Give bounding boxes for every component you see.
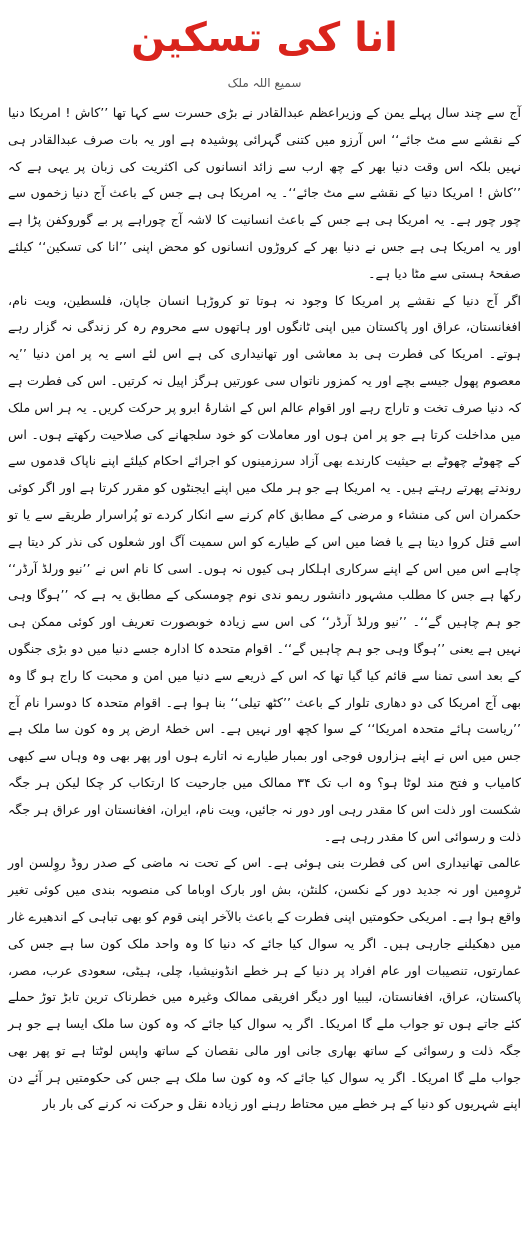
paragraph: اگر آج دنیا کے نقشے پر امریکا کا وجود نہ ہوتا تو کروڑہا انسان جاپان، فلسطین، ویت نام، افغانستان، عراق اور پاکستان میں اپنی ٹانگوں اور ہاتھوں سے محروم رہ کر زندگی نہ گزار رہے ہوتے۔ امریکا کی فطرت ہی بد معاشی اور تھانیداری کی ہے اس لئے اسے یہ پر امن دنیا ’’یہ معصوم پھول جیسے بچے اور یہ کمزور ناتواں سی عورتیں ہرگز اپیل نہ کرتیں۔ اس کی فطرت ہے کہ دنیا صرف تخت و تاراج رہے اور اقوام عالم اس کے اشارۂ ابرو پر حرکت کریں۔ یہ ہر اس ملک میں مداخلت کرتا ہے جو پر امن ہوں اور معاملات کو خود سلجھانے کی صلاحیت رکھتے ہوں۔ اس کے چھوٹے چھوٹے بے حیثیت کارندے بھی آزاد سرزمینوں کو اجرائے احکام کیلئے اپنے ناپاک قدموں سے روندتے پھرتے رہتے ہیں۔ یہ امریکا ہے جو ہر ملک میں اپنے ایجنٹوں کو مقرر کرتا ہے اور اگر کوئی حکمران اس کی منشاء و مرضی کے مطابق کام کرنے سے انکار کردے تو پُراسرار طریقے سے یا تو اسے قتل کروا دیتا ہے یا فضا میں اس کے طیارے کو اس سمیت آگ اور شعلوں کی نذر کر دیتا ہے چاہے اس میں اس کے اپنے سرکاری اہلکار ہی کیوں نہ ہوں۔ اسی کا نام اس نے ’’نیو ورلڈ آرڈر‘‘ رکھا ہے جس کا مطلب مشہور دانشور ریمو ندی نوم چومسکی کے مطابق یہ ہے کہ ’’ہوگا وہی جو ہم چاہیں گے‘‘۔ ’’نیو ورلڈ آرڈر‘‘ کی اس سے زیادہ خوبصورت تعریف اور کوئی ممکن ہی نہیں ہے یعنی ’’ہوگا وہی جو ہم چاہیں گے‘‘۔ اقوام متحدہ کا ادارہ جسے دنیا میں دو بڑی جنگوں کے بعد اسی تمنا سے قائم کیا گیا تھا کہ اس کے ذریعے سے دنیا میں امن و محبت کا راج ہو گا وہ بھی آج امریکا کی دو دھاری تلوار کے باعث ’’کٹھ تیلی‘‘ بنا ہوا ہے۔ اقوام متحدہ کا دوسرا نام آج ’’ریاست ہائے متحدہ امریکا‘‘ کے سوا کچھ اور نہیں ہے۔ اس خطۂ ارض پر وہ کون سا ملک ہے جس میں اس نے اپنے ہزاروں فوجی اور بمبار طیارے نہ اتارے ہوں اور پھر بھی وہ وہاں سے کبھی کامیاب و فتح مند لوٹا ہو؟ وہ اب تک ۳۴ ممالک میں جارحیت کا ارتکاب کر چکا لیکن ہر جگہ شکست اور ذلت اس کا مقدر رہی اور دور نہ جائیں، ویت نام، ایران، افغانستان اور عراق ہر جگہ ذلت و رسوائی اس کا مقدر رہی ہے۔ <box>8 292 521 844</box>
paragraph: آج سے چند سال پہلے یمن کے وزیراعظم عبدالقادر نے بڑی حسرت سے کہا تھا ’’کاش ! امریکا دنیا کے نقشے سے مٹ جائے‘‘ اس آرزو میں کتنی گہرائی پوشیدہ ہے اور یہ بات صرف عبدالقادر ہی نہیں بلکہ اس وقت دنیا بھر کے چھ ارب سے زائد انسانوں کی اکثریت کی زبان پر یہی ہے کہ ’’کاش ! امریکا دنیا کے نقشے سے مٹ جائے‘‘۔ یہ امریکا ہی ہے جس کے باعث آج دنیا زخموں سے چور چور ہے۔ یہ امریکا ہی ہے جس کے باعث انسانیت کا لاشہ آج چوراہے پر بے گوروکفن پڑا ہے اور یہ امریکا ہی ہے جس نے دنیا بھر کے کروڑوں انسانوں کو محض اپنی ’’انا کی تسکین‘‘ کیلئے صفحۂ ہستی سے مٹا دیا ہے۔ <box>8 105 521 281</box>
article-title: انا کی تسکین <box>131 15 398 61</box>
paragraph: عالمی تھانیداری اس کی فطرت بنی ہوئی ہے۔ اس کے تحت نہ ماضی کے صدر روڈ روِلسن اور ٹروِمین اور نہ جدید دور کے نکسن، کلنٹن، بش اور بارک اوباما کی منصوبہ بندی میں کوئی تغیر واقع ہوا ہے۔ امریکی حکومتیں اپنی فطرت کے باعث بالآخر اپنی قوم کو بھی تباہی کے اندھیرے غار میں دھکیلنے جارہی ہیں۔ اگر یہ سوال کیا جائے کہ دنیا کا وہ واحد ملک کون سا ہے جس کی عمارتوں، تنصیبات اور عام افراد پر دنیا کے ہر خطے انڈونیشیا، چلی، ہیٹی، سعودی عرب، مصر، پاکستان، عراق، افغانستان، لیبیا اور دیگر افریقی ممالک وغیرہ میں خطرناک ترین تابڑ توڑ حملے کئے جاتے ہوں تو جواب ملے گا امریکا۔ اگر یہ سوال کیا جائے کہ وہ کون سا ملک ایسا ہے جو ہر جگہ ذلت و رسوائی کے ساتھ بھاری جانی اور مالی نقصان کے ساتھ واپس لوٹتا ہے تو پھر بھی جواب ملے گا امریکا۔ اگر یہ سوال کیا جائے کہ وہ کون سا ملک ہے جس کی حکومتیں ہر آئے دن اپنے شہریوں کو دنیا کے ہر خطے میں محتاط رہنے اور زیادہ نقل و حرکت نہ کرنے کی بار بار <box>8 855 521 1112</box>
article-body <box>8 100 521 1118</box>
author-name: سمیع اللہ ملک <box>227 76 302 90</box>
